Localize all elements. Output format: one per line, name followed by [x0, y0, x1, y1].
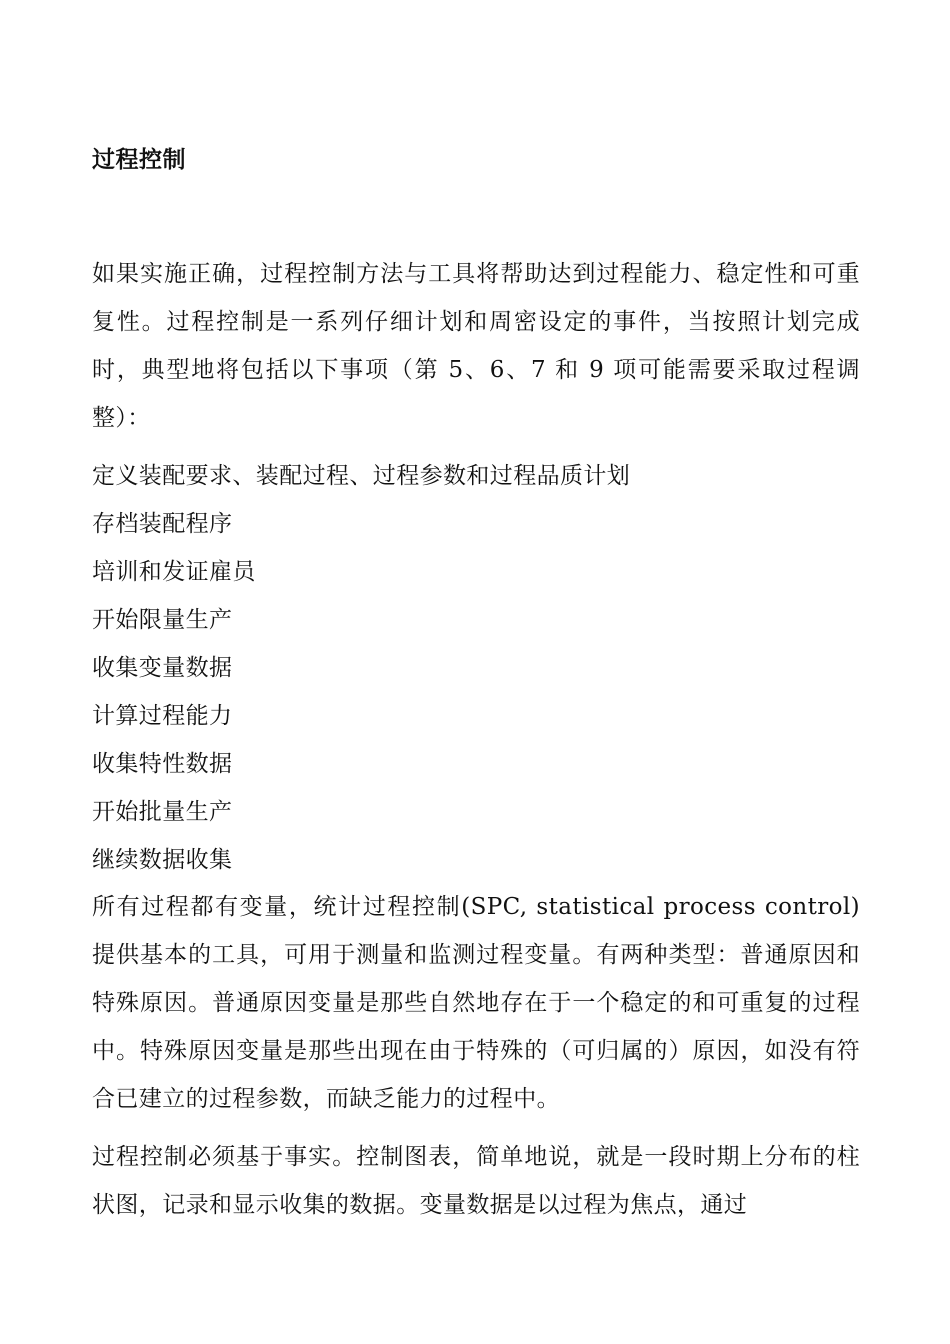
list-item: 开始批量生产: [92, 799, 233, 825]
list-item: 计算过程能力: [92, 703, 233, 729]
list-item: 收集变量数据: [92, 655, 233, 681]
list-item: 定义装配要求、装配过程、过程参数和过程品质计划: [92, 463, 631, 489]
control-chart-paragraph: 过程控制必须基于事实。控制图表，简单地说，就是一段时期上分布的柱状图，记录和显示收集的数据。变量数据是以过程为焦点，通过: [92, 1144, 860, 1218]
list-item: 继续数据收集: [92, 847, 233, 873]
section-heading: 过程控制: [92, 147, 186, 173]
spc-paragraph: 所有过程都有变量，统计过程控制(SPC, statistical process control)提供基本的工具，可用于测量和监测过程变量。有两种类型：普通原因和特殊原因。普通原因变量是那些自然地存在于一个稳定的和可重复的过程中。特殊原因变量是那些出现在由于特殊的（可归属的）原因，如没有符合已建立的过程参数，而缺乏能力的过程中。: [92, 894, 860, 1112]
process-steps-list: [92, 452, 630, 884]
list-item: 存档装配程序: [92, 511, 233, 537]
list-item: 收集特性数据: [92, 751, 233, 777]
list-item: 培训和发证雇员: [92, 559, 256, 585]
intro-paragraph: 如果实施正确，过程控制方法与工具将帮助达到过程能力、稳定性和可重复性。过程控制是一系列仔细计划和周密设定的事件，当按照计划完成时，典型地将包括以下事项（第 5、6、7 和 9 项可能需要采取过程调整）：: [92, 261, 860, 431]
list-item: 开始限量生产: [92, 607, 233, 633]
